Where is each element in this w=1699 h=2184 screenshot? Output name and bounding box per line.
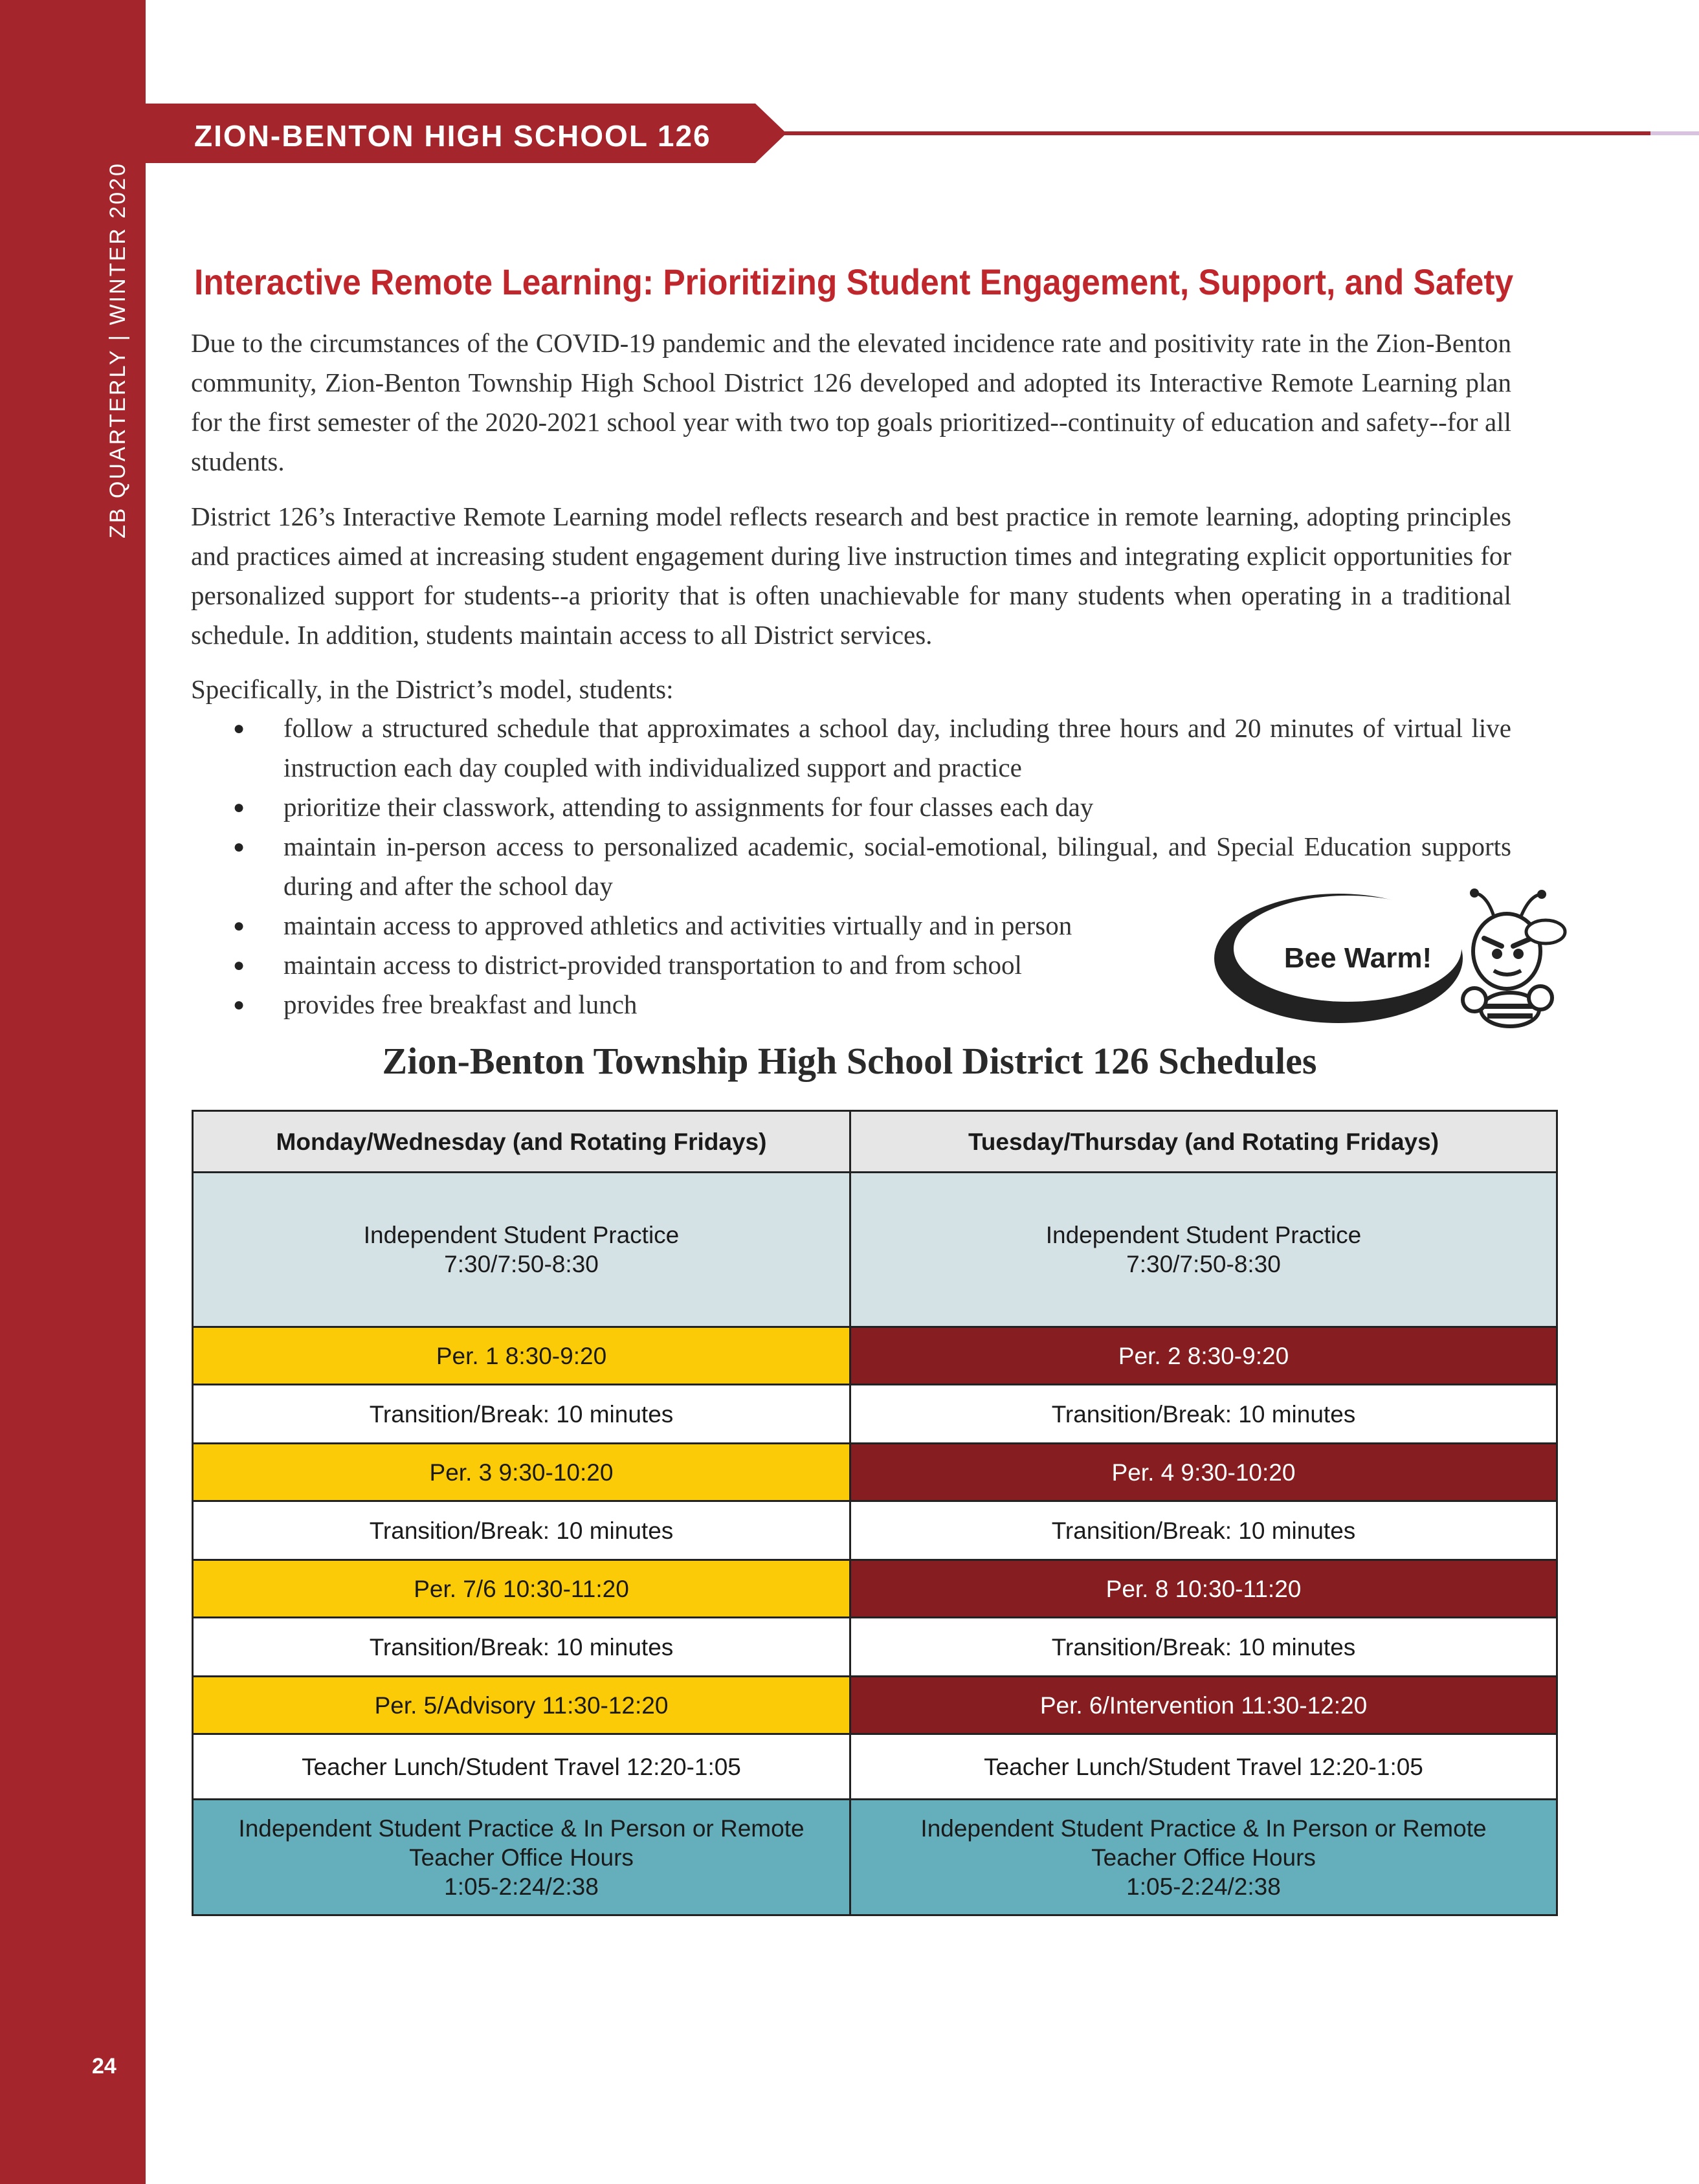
list-item: ● prioritize their classwork, attending to assignments for four classes each day xyxy=(214,788,1511,827)
list-item: ● provides free breakfast and lunch xyxy=(214,985,1190,1024)
transition-cell: Transition/Break: 10 minutes xyxy=(850,1501,1557,1560)
transition-cell: Transition/Break: 10 minutes xyxy=(193,1501,850,1560)
office-hours-cell: Independent Student Practice & In Person or Remote Teacher Office Hours 1:05-2:24/2:38 xyxy=(193,1800,850,1915)
table-row xyxy=(193,1327,1557,1385)
table-header-row xyxy=(193,1111,1557,1173)
period-cell: Per. 4 9:30-10:20 xyxy=(850,1444,1557,1501)
transition-cell: Transition/Break: 10 minutes xyxy=(193,1618,850,1677)
list-item: ● maintain access to district-provided transportation to and from school xyxy=(214,945,1190,985)
transition-cell: Transition/Break: 10 minutes xyxy=(850,1385,1557,1444)
lunch-cell: Teacher Lunch/Student Travel 12:20-1:05 xyxy=(850,1734,1557,1800)
article-paragraph: District 126’s Interactive Remote Learning model reflects research and best practice in remote learning, adopting principles and practices aimed at increasing student engagement during live instruction times and integrating explicit opportunities for personalized support for students--a priority that is often unachievable for many students when operating in a traditional schedule. In addition, students maintain access to all District services. xyxy=(191,502,1511,650)
table-row xyxy=(193,1677,1557,1734)
lunch-cell: Teacher Lunch/Student Travel 12:20-1:05 xyxy=(193,1734,850,1800)
article-headline: Interactive Remote Learning: Prioritizing Student Engagement, Support, and Safety xyxy=(194,261,1514,302)
table-row xyxy=(193,1800,1557,1915)
period-cell: Per. 7/6 10:30-11:20 xyxy=(193,1560,850,1618)
running-title: ZB QUARTERLY | WINTER 2020 xyxy=(105,162,130,538)
table-row xyxy=(193,1734,1557,1800)
schedule-cell: Independent Student Practice 7:30/7:50-8:30 xyxy=(193,1173,850,1327)
logo-text: Bee Warm! xyxy=(1283,942,1432,974)
schedule-cell: Independent Student Practice 7:30/7:50-8:30 xyxy=(850,1173,1557,1327)
period-cell: Per. 8 10:30-11:20 xyxy=(850,1560,1557,1618)
period-cell: Per. 6/Intervention 11:30-12:20 xyxy=(850,1677,1557,1734)
period-cell: Per. 5/Advisory 11:30-12:20 xyxy=(193,1677,850,1734)
banner-rule xyxy=(783,131,1650,135)
table-row xyxy=(193,1501,1557,1560)
schedule-table xyxy=(192,1110,1558,1916)
table-row xyxy=(193,1173,1557,1327)
bee-warm-logo xyxy=(1209,887,1571,1030)
table-row xyxy=(193,1385,1557,1444)
period-cell: Per. 3 9:30-10:20 xyxy=(193,1444,850,1501)
transition-cell: Transition/Break: 10 minutes xyxy=(193,1385,850,1444)
column-header-tue-thu: Tuesday/Thursday (and Rotating Fridays) xyxy=(850,1111,1557,1173)
period-cell: Per. 2 8:30-9:20 xyxy=(850,1327,1557,1385)
table-row xyxy=(193,1560,1557,1618)
table-row xyxy=(193,1444,1557,1501)
column-header-mon-wed: Monday/Wednesday (and Rotating Fridays) xyxy=(193,1111,850,1173)
schedule-title: Zion-Benton Township High School District 126 Schedules xyxy=(382,1040,1317,1082)
table-row xyxy=(193,1618,1557,1677)
banner-title: ZION-BENTON HIGH SCHOOL 126 xyxy=(194,119,711,153)
banner-rule-accent xyxy=(1650,131,1699,135)
office-hours-cell: Independent Student Practice & In Person or Remote Teacher Office Hours 1:05-2:24/2:38 xyxy=(850,1800,1557,1915)
list-item: ● follow a structured schedule that approximates a school day, including three hours and 20 minutes of virtual live instruction each day coupled with individualized support and practice xyxy=(214,709,1511,788)
article-paragraph: Due to the circumstances of the COVID-19 pandemic and the elevated incidence rate and positivity rate in the Zion-Benton community, Zion-Benton Township High School District 126 developed and adopted its Interactive Remote Learning plan for the first semester of the 2020-2021 school year with two top goals prioritized--continuity of education and safety--for all students. xyxy=(191,328,1511,476)
bee-mascot-icon xyxy=(1463,888,1565,1026)
list-item: ● maintain in-person access to personalized academic, social-emotional, bilingual, and Special Education supports during and after the school day xyxy=(214,827,1511,906)
transition-cell: Transition/Break: 10 minutes xyxy=(850,1618,1557,1677)
page-number: 24 xyxy=(92,2054,117,2079)
period-cell: Per. 1 8:30-9:20 xyxy=(193,1327,850,1385)
list-item: ● maintain access to approved athletics and activities virtually and in person xyxy=(214,906,1190,945)
article-paragraph: Specifically, in the District’s model, students: xyxy=(191,674,674,704)
